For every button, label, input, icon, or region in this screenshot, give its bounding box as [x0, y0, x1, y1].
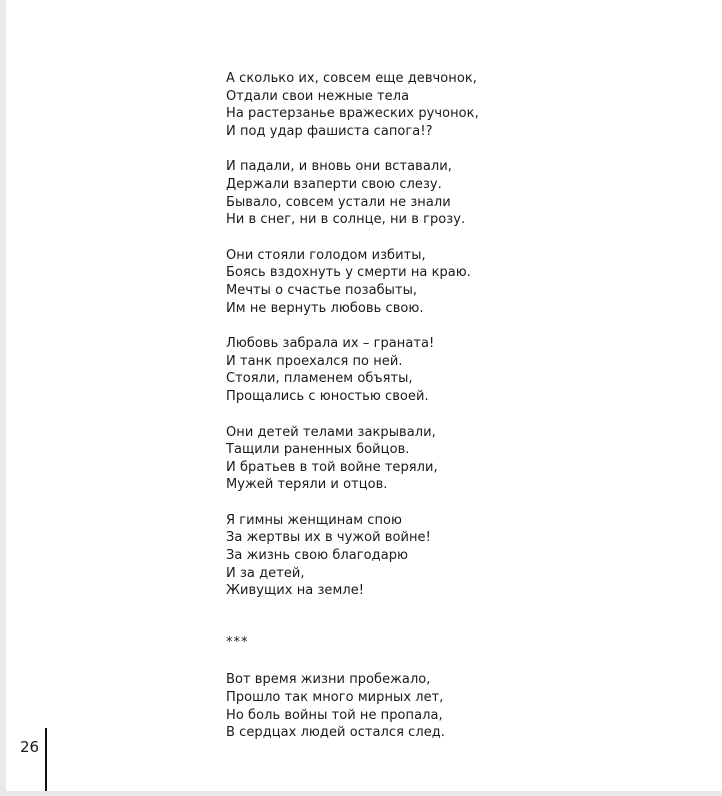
poem-line: И танк проехался по ней.: [226, 353, 403, 369]
poem-line: Но боль войны той не пропала,: [226, 707, 443, 723]
poem-line: Ни в снег, ни в солнце, ни в грозу.: [226, 212, 466, 228]
poem-line: За жизнь свою благодарю: [226, 548, 409, 564]
poem-line: Отдали свои нежные тела: [226, 88, 410, 104]
section-separator: ***: [226, 634, 249, 650]
page-number-rule: [45, 728, 47, 791]
poem-line: Прошло так много мирных лет,: [226, 690, 444, 706]
poem-body: [226, 70, 706, 760]
page-bottom-edge: [0, 791, 722, 796]
second-poem-stanza: [226, 671, 706, 741]
poem-line: Бывало, совсем устали не знали: [226, 194, 451, 210]
poem-line: Они детей телами закрывали,: [226, 424, 436, 440]
stanza-6: [226, 512, 706, 600]
page-number: 26: [20, 738, 40, 756]
poem-line: Мужей теряли и отцов.: [226, 477, 388, 493]
poem-line: Держали взаперти свою слезу.: [226, 176, 442, 192]
stanza-2: [226, 158, 706, 228]
poem-line: Вот время жизни пробежало,: [226, 672, 431, 688]
poem-line: Им не вернуть любовь свою.: [226, 300, 424, 316]
poem-line: Я гимны женщинам спою: [226, 512, 403, 528]
poem-line: Живущих на земле!: [226, 583, 365, 599]
stanza-4: [226, 335, 706, 405]
poem-line: И под удар фашиста сапога!?: [226, 123, 433, 139]
poem-line: Стояли, пламенем объяты,: [226, 371, 413, 387]
poem-line: Они стояли голодом избиты,: [226, 247, 426, 263]
poem-line: За жертвы их в чужой войне!: [226, 530, 431, 546]
page-left-edge: [0, 0, 6, 796]
poem-line: И падали, и вновь они вставали,: [226, 159, 452, 175]
stanza-3: [226, 247, 706, 317]
poem-line: Боясь вздохнуть у смерти на краю.: [226, 265, 471, 281]
poem-line: В сердцах людей остался след.: [226, 725, 445, 741]
poem-line: И за детей,: [226, 565, 305, 581]
poem-line: А сколько их, совсем еще девчонок,: [226, 71, 477, 86]
stanza-5: [226, 424, 706, 494]
poem-line: На растерзанье вражеских ручонок,: [226, 106, 479, 122]
stanza-1: [226, 70, 706, 140]
poem-line: Мечты о счастье позабыты,: [226, 282, 418, 298]
poem-line: Прощались с юностью своей.: [226, 388, 429, 404]
poem-line: Любовь забрала их – граната!: [226, 336, 435, 352]
poem-line: Тащили раненных бойцов.: [226, 442, 410, 458]
poem-line: И братьев в той войне теряли,: [226, 459, 438, 475]
